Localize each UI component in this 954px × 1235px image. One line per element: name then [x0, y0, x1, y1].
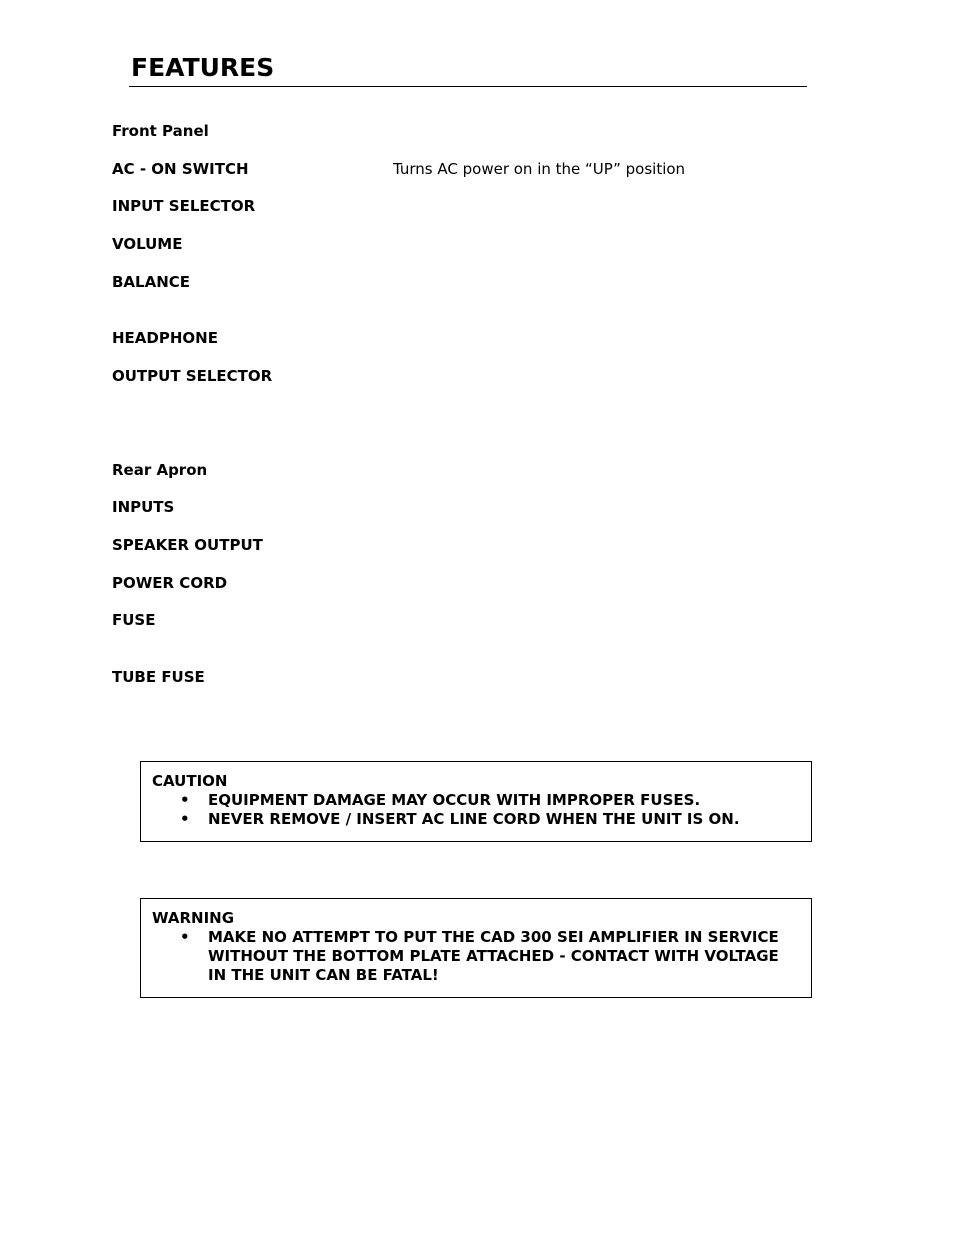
caution-list: [152, 791, 801, 829]
feature-row-fuse: [112, 610, 155, 630]
list-item: [152, 810, 801, 829]
warning-text: MAKE NO ATTEMPT TO PUT THE CAD 300 SEI AMPLIFIER IN SERVICE WITHOUT THE BOTTOM PLATE ATTACHED - CONTACT WITH VOLTAGE IN THE UNIT CAN BE FATAL!: [208, 928, 779, 984]
list-item: [152, 791, 801, 810]
feature-row-tube-fuse: [112, 667, 205, 687]
rear-apron-heading: [112, 460, 207, 480]
feature-row-output-selector: [112, 366, 272, 386]
front-panel-heading: [112, 121, 209, 141]
bullet-icon: •: [180, 810, 190, 828]
warning-box: [140, 898, 812, 998]
feature-term: POWER CORD: [112, 574, 228, 592]
caution-text: EQUIPMENT DAMAGE MAY OCCUR WITH IMPROPER FUSES.: [208, 791, 701, 809]
feature-row-input-selector: [112, 196, 255, 216]
feature-row-inputs: [112, 497, 174, 517]
feature-term: FUSE: [112, 611, 156, 629]
section-heading: Rear Apron: [112, 461, 208, 479]
caution-box: [140, 761, 812, 842]
feature-term: SPEAKER OUTPUT: [112, 536, 263, 554]
feature-term: INPUT SELECTOR: [112, 197, 256, 215]
feature-term: BALANCE: [112, 273, 191, 291]
bullet-icon: •: [180, 928, 190, 946]
title-divider: [129, 86, 807, 87]
bullet-icon: •: [180, 791, 190, 809]
feature-description: Turns AC power on in the “UP” position: [393, 160, 686, 178]
section-heading: Front Panel: [112, 122, 209, 140]
feature-term: VOLUME: [112, 235, 183, 253]
feature-term: TUBE FUSE: [112, 668, 205, 686]
feature-row-balance: [112, 272, 190, 292]
feature-row-power-cord: [112, 573, 227, 593]
caution-title: CAUTION: [152, 772, 228, 790]
list-item: [152, 928, 801, 985]
feature-row-ac-on-switch: [112, 159, 686, 179]
feature-row-volume: [112, 234, 182, 254]
caution-text: NEVER REMOVE / INSERT AC LINE CORD WHEN THE UNIT IS ON.: [208, 810, 740, 828]
page-title: FEATURES: [131, 53, 275, 82]
warning-title: WARNING: [152, 909, 235, 927]
warning-list: [152, 928, 801, 985]
feature-row-headphone: [112, 328, 218, 348]
feature-term: AC - ON SWITCH: [112, 160, 249, 178]
feature-term: OUTPUT SELECTOR: [112, 367, 273, 385]
feature-term: HEADPHONE: [112, 329, 218, 347]
feature-row-speaker-output: [112, 535, 263, 555]
feature-term: INPUTS: [112, 498, 175, 516]
